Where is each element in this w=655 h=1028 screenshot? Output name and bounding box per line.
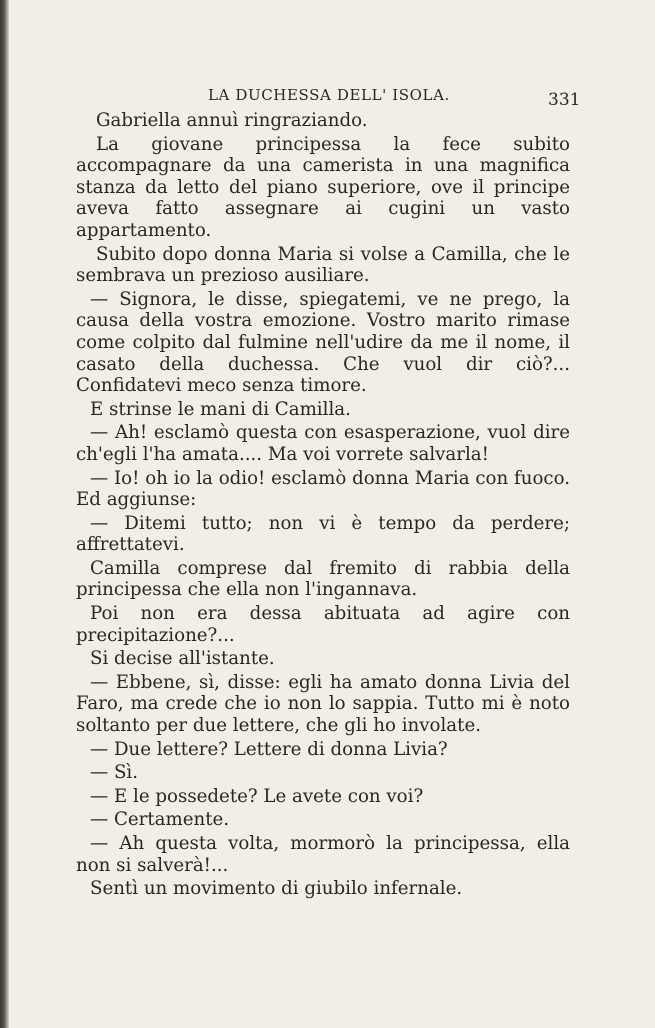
paragraph: — Ditemi tutto; non vi è tempo da perdere; affrettatevi.	[76, 512, 570, 556]
running-title: LA DUCHESSA DELL' ISOLA.	[208, 86, 450, 104]
paragraph: Gabriella annuì ringraziando.	[96, 110, 368, 131]
paragraph: La giovane principessa la fece subito accompagnare da una camerista in una magnifica stanza da letto del piano superiore, ove il principe aveva fatto assegnare ai cugini un vasto appartamento.	[76, 133, 570, 241]
body-text	[76, 110, 570, 900]
paragraph: — Ebbene, sì, disse: egli ha amato donna Livia del Faro, ma crede che io non lo sappia. Tutto mi è noto soltanto per due lettere, che gli ho involate.	[76, 671, 570, 737]
paragraph: — Ah questa volta, mormorò la principessa, ella non si salverà!...	[76, 833, 570, 876]
paragraph: Poi non era dessa abituata ad agire con precipitazione?...	[76, 603, 570, 646]
paragraph: Camilla comprese dal fremito di rabbia della principessa che ella non l'ingannava.	[76, 557, 570, 601]
paragraph: — Signora, le disse, spiegatemi, ve ne prego, la causa della vostra emozione. Vostro marito rimase come colpito dal fulmine nell'udire da me il nome, il casato della duchessa. Che vuol dir ciò?... Confidatevi meco senza timore.	[76, 288, 570, 397]
paragraph: — Ah! esclamò questa con esasperazione, vuol dire ch'egli l'ha amata.... Ma voi vorrete salvarla!	[76, 422, 570, 465]
paragraph: — Io! oh io la odio! esclamò donna Maria con fuoco. Ed aggiunse:	[76, 467, 570, 511]
page-number: 331	[548, 90, 581, 110]
paragraph: E strinse le mani di Camilla.	[90, 398, 351, 420]
paragraph: Si decise all'istante.	[90, 648, 275, 670]
page-edge	[0, 0, 9, 1028]
paragraph: — E le possedete? Le avete con voi?	[90, 785, 424, 807]
paragraph: — Sì.	[90, 762, 139, 784]
page-header	[0, 86, 655, 110]
paragraph: — Certamente.	[90, 809, 230, 831]
paragraph: — Due lettere? Lettere di donna Livia?	[90, 738, 448, 760]
paragraph: Sentì un movimento di giubilo infernale.	[90, 878, 463, 900]
paragraph: Subito dopo donna Maria si volse a Camilla, che le sembrava un prezioso ausiliare.	[76, 243, 570, 287]
